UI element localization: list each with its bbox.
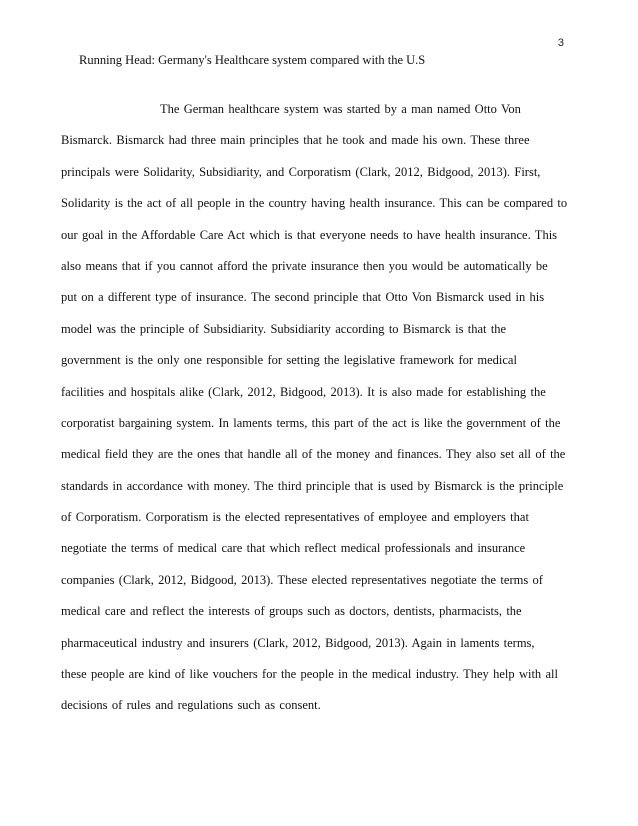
paragraph-line: principals were Solidarity, Subsidiarity, and Corporatism (Clark, 2012, Bidgood, 2013). First,	[61, 164, 541, 179]
paragraph-line: model was the principle of Subsidiarity. Subsidiarity according to Bismarck is that the	[61, 321, 507, 336]
paragraph-line: corporatist bargaining system. In laments terms, this part of the act is like the government of the	[61, 415, 561, 430]
running-head: Running Head: Germany's Healthcare system compared with the U.S	[79, 53, 426, 67]
paragraph-line: these people are kind of like vouchers for the people in the medical industry. They help with all	[61, 667, 558, 682]
paragraph-line: Bismarck. Bismarck had three main principles that he took and made his own. These three	[61, 133, 530, 148]
paragraph-line: companies (Clark, 2012, Bidgood, 2013). These elected representatives negotiate the terms of	[61, 572, 543, 587]
paragraph-line: facilities and hospitals alike (Clark, 2012, Bidgood, 2013). It is also made for establishing the	[61, 384, 546, 399]
paragraph-line: pharmaceutical industry and insurers (Clark, 2012, Bidgood, 2013). Again in laments terms,	[61, 635, 535, 650]
paragraph-line: also means that if you cannot afford the private insurance then you would be automatically be	[61, 258, 548, 273]
paragraph-line: medical field they are the ones that handle all of the money and finances. They also set all of the	[61, 447, 566, 462]
paragraph-line: standards in accordance with money. The third principle that is used by Bismarck is the principle	[61, 478, 564, 493]
body-paragraph	[61, 94, 581, 722]
paragraph-line: put on a different type of insurance. The second principle that Otto Von Bismarck used in his	[61, 290, 545, 305]
paragraph-line: our goal in the Affordable Care Act which is that everyone needs to have health insurance. This	[61, 227, 558, 242]
page-number: 3	[557, 37, 564, 49]
paragraph-line: negotiate the terms of medical care that which reflect medical professionals and insurance	[61, 541, 526, 556]
paragraph-line: decisions of rules and regulations such as consent.	[61, 698, 321, 713]
paragraph-line: government is the only one responsible for setting the legislative framework for medical	[61, 353, 517, 368]
paragraph-line: of Corporatism. Corporatism is the elected representatives of employee and employers that	[61, 510, 529, 525]
paragraph-line: Solidarity is the act of all people in the country having health insurance. This can be compared to	[61, 196, 568, 211]
paragraph-line: The German healthcare system was started by a man named Otto Von	[160, 102, 521, 116]
paragraph-line: medical care and reflect the interests of groups such as doctors, dentists, pharmacists, the	[61, 604, 522, 619]
